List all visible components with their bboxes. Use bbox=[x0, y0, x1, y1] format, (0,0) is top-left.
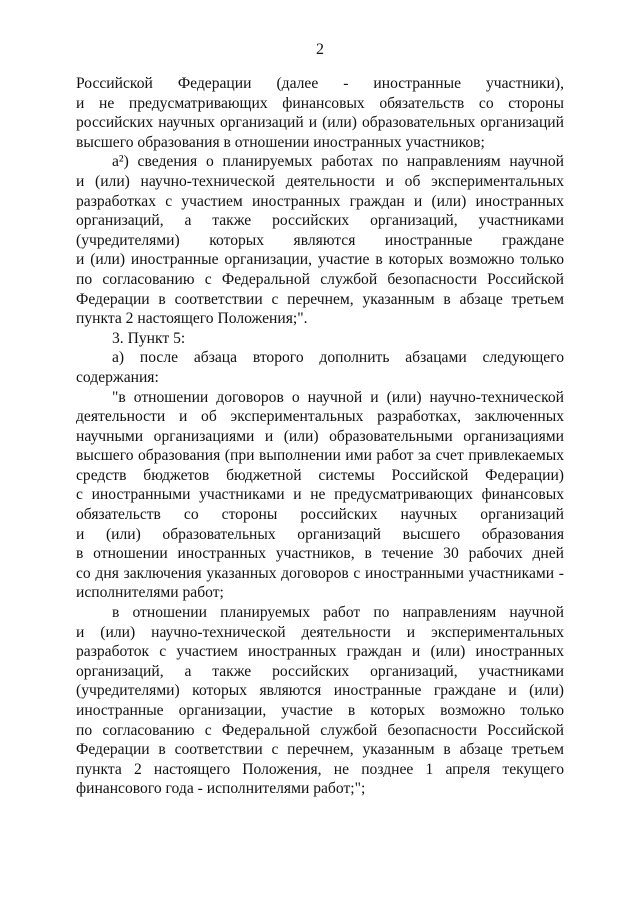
text-line: в отношении планируемых работ по направлениям научной bbox=[112, 604, 564, 622]
text-line: высшего образования в отношении иностранных участников; bbox=[76, 133, 485, 151]
text-line: Федерации в соответствии с перечнем, указанным в абзаце третьем bbox=[76, 741, 564, 759]
text-line: научными организациями и (или) образовательными организациями bbox=[76, 427, 564, 445]
text-line: пункта 2 настоящего Положения;". bbox=[76, 310, 308, 328]
text-line: деятельности и об экспериментальных разработках, заключенных bbox=[76, 408, 564, 426]
text-line: и (или) научно-технической деятельности и экспериментальных bbox=[76, 623, 564, 641]
paragraph-p5 bbox=[76, 388, 564, 604]
text-line: в отношении иностранных участников, в течение 30 рабочих дней bbox=[76, 545, 564, 563]
text-line: и (или) научно-технической деятельности и об экспериментальных bbox=[76, 172, 564, 190]
text-line: разработках с участием иностранных граждан и (или) иностранных bbox=[76, 192, 564, 210]
text-line: разработок с участием иностранных граждан и (или) иностранных bbox=[76, 643, 564, 661]
text-line: содержания: bbox=[76, 368, 159, 386]
text-line: финансового года - исполнителями работ;"; bbox=[76, 780, 366, 798]
text-line: Федерации в соответствии с перечнем, указанным в абзаце третьем bbox=[76, 290, 564, 308]
text-line: обязательств со стороны российских научных организаций bbox=[76, 506, 564, 524]
text-line: а) после абзаца второго дополнить абзацами следующего bbox=[112, 349, 564, 367]
text-line: со дня заключения указанных договоров с иностранными участниками - bbox=[76, 564, 564, 582]
text-line: организаций, а также российских организаций, участниками bbox=[76, 212, 564, 230]
text-line: 3. Пункт 5: bbox=[112, 329, 186, 347]
paragraph-p2 bbox=[76, 152, 564, 328]
text-line: а²) сведения о планируемых работах по направлениям научной bbox=[112, 153, 564, 171]
text-line: исполнителями работ; bbox=[76, 584, 224, 602]
text-line: российских научных организаций и (или) образовательных организаций bbox=[76, 114, 564, 132]
text-line: пункта 2 настоящего Положения, не позднее 1 апреля текущего bbox=[76, 760, 564, 778]
text-line: (учредителями) которых являются иностранные граждане bbox=[76, 231, 564, 249]
text-line: (учредителями) которых являются иностранные граждане и (или) bbox=[76, 682, 564, 700]
text-line: и не предусматривающих финансовых обязательств со стороны bbox=[76, 94, 564, 112]
text-line: организаций, а также российских организаций, участниками bbox=[76, 662, 564, 680]
paragraph-p4 bbox=[76, 348, 564, 387]
text-line: и (или) иностранные организации, участие в которых возможно только bbox=[76, 251, 564, 269]
text-line: высшего образования (при выполнении ими работ за счет привлекаемых bbox=[76, 447, 564, 465]
paragraph-p6 bbox=[76, 603, 564, 799]
text-line: по согласованию с Федеральной службой безопасности Российской bbox=[76, 270, 564, 288]
text-line: Российской Федерации (далее - иностранные участники), bbox=[76, 75, 564, 92]
text-line: с иностранными участниками и не предусматривающих финансовых bbox=[76, 486, 564, 504]
paragraph-p3 bbox=[76, 329, 564, 349]
text-line: и (или) образовательных организаций высшего образования bbox=[76, 525, 564, 543]
document-body bbox=[76, 74, 564, 799]
text-line: иностранные организации, участие в которых возможно только bbox=[76, 702, 564, 719]
page-number: 2 bbox=[316, 41, 324, 58]
text-line: по согласованию с Федеральной службой безопасности Российской bbox=[76, 721, 564, 739]
text-line: "в отношении договоров о научной и (или) научно-технической bbox=[112, 388, 564, 406]
paragraph-p1 bbox=[76, 74, 564, 152]
text-line: средств бюджетов бюджетной системы Российской Федерации) bbox=[76, 466, 564, 484]
